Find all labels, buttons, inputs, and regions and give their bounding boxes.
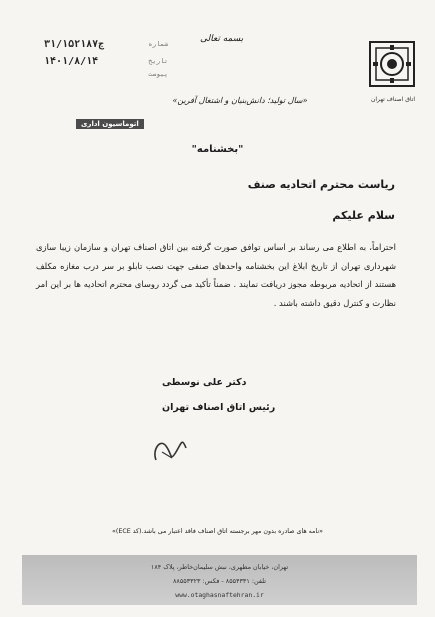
letter-number: ۳۱/۱۵۲۱۸۷ج (44, 39, 105, 50)
letterhead-footer (22, 555, 417, 605)
body-paragraph: احتراماً، به اطلاع می رساند بر اساس توافق صورت گرفته بین اتاق اصناف تهران و سازمان زیبا سازی شهرداری تهران از تاریخ ابلاغ این بخشنامه واحدهای صنفی جهت نصب تابلو بر سر درب مغازه مکلف هستند از اتحادیه مربوطه مجوز دریافت نمایند . ضمناً تأکید می گردد روسای محترم اتحادیه ها بر این امر نظارت و کنترل دقیق داشته باشند . (36, 242, 396, 308)
signatory-name: دکتر علی نوسطی (162, 377, 247, 388)
letter-date: ۱۴۰۱/۸/۱۴ (44, 56, 99, 67)
chamber-logo (368, 40, 416, 98)
letter-meta (44, 36, 168, 78)
footer-phones: تلفن: ۸۵۵۴۳۳۱ - فکس: ۸۸۵۵۳۳۲۳ (173, 577, 266, 585)
validity-footnote: «نامه های صادره بدون مهر برجسته اتاق اصناف فاقد اعتبار می باشد.(کد ECE)» (112, 528, 323, 535)
letter-number-label: شماره (148, 40, 168, 48)
letter-date-label: تاریخ (148, 57, 168, 65)
year-slogan: «سال تولید؛ دانش‌بنیان و اشتغال آفرین» (172, 96, 308, 105)
greeting: سلام علیکم (332, 209, 395, 222)
recipient: ریاست محترم اتحادیه صنف (247, 178, 395, 191)
footer-address: تهران، خیابان مطهری، نبش سلیمان‌خاطر، پلاک ۱۸۴ (150, 563, 289, 571)
letter-body (36, 238, 396, 312)
bismillah: بسمه تعالی (200, 34, 244, 44)
signatory-title: رئیس اتاق اصناف تهران (162, 402, 276, 413)
document-title: "بخشنامه" (191, 144, 244, 155)
automation-stamp: اتوماسیون اداری (76, 119, 144, 129)
footer-website: www.otaghasnaftehran.ir (175, 591, 264, 599)
org-name: اتاق اصناف تهران (370, 96, 416, 103)
attachment-label: پیوست (148, 70, 168, 78)
handwritten-signature (148, 432, 193, 467)
